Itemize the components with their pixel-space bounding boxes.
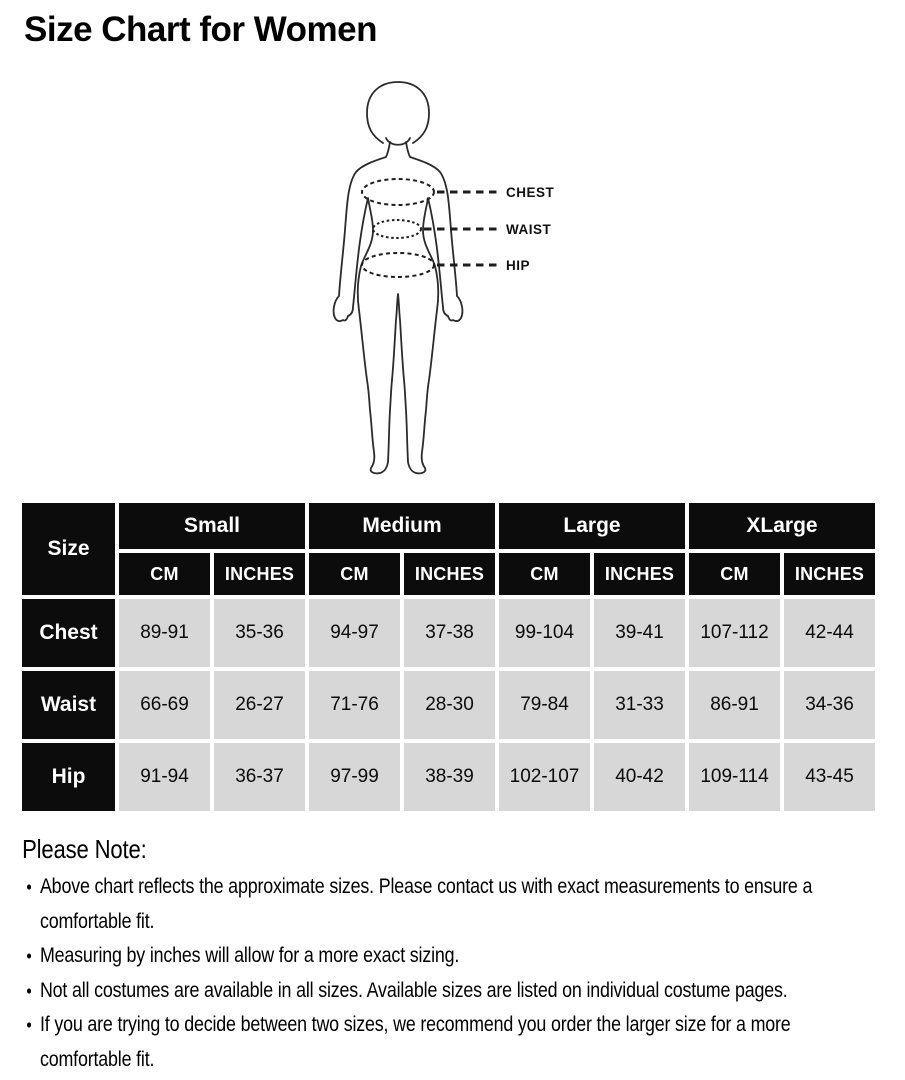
chest-small-inches: 35-36 — [214, 599, 305, 667]
hip-label: HIP — [506, 258, 531, 273]
chest-medium-inches: 37-38 — [404, 599, 495, 667]
table-row-unit-headers — [22, 553, 875, 595]
hip-large-cm: 102-107 — [499, 743, 590, 811]
note-text: Measuring by inches will allow for a more exact sizing. — [39, 944, 460, 967]
waist-small-cm: 66-69 — [119, 671, 210, 739]
notes-heading: Please Note: — [22, 834, 147, 864]
bullet-icon: • — [26, 877, 32, 897]
waist-small-inches: 26-27 — [214, 671, 305, 739]
hip-large-inches: 40-42 — [594, 743, 685, 811]
group-header-medium: Medium — [309, 503, 495, 549]
row-label-waist: Waist — [22, 671, 115, 739]
waist-medium-inches: 28-30 — [404, 671, 495, 739]
hip-medium-cm: 97-99 — [309, 743, 400, 811]
note-text: Not all costumes are available in all sizes. Available sizes are listed on individual costume pages. — [39, 978, 788, 1002]
table-row-group-headers — [22, 503, 875, 549]
group-header-large: Large — [499, 503, 685, 549]
row-label-hip: Hip — [22, 743, 115, 811]
woman-body-figure — [310, 80, 590, 485]
chest-measure-ellipse — [362, 179, 434, 205]
note-item — [0, 1008, 854, 1077]
note-text: If you are trying to decide between two sizes, we recommend you order the larger size for a more comfortable fit. — [39, 1013, 791, 1071]
hip-medium-inches: 38-39 — [404, 743, 495, 811]
chest-medium-cm: 94-97 — [309, 599, 400, 667]
unit-header-inches: INCHES — [404, 553, 495, 595]
note-item — [0, 870, 854, 939]
waist-xlarge-inches: 34-36 — [784, 671, 875, 739]
hip-small-cm: 91-94 — [119, 743, 210, 811]
hip-small-inches: 36-37 — [214, 743, 305, 811]
waist-measure-ellipse — [373, 220, 421, 238]
note-text: Above chart reflects the approximate sizes. Please contact us with exact measurements to ensure a comfortable fit. — [39, 875, 813, 933]
hip-measure-ellipse — [362, 253, 434, 277]
bullet-icon: • — [26, 1015, 32, 1035]
hip-xlarge-cm: 109-114 — [689, 743, 780, 811]
chest-large-cm: 99-104 — [499, 599, 590, 667]
chest-small-cm: 89-91 — [119, 599, 210, 667]
body-outline-illustration — [310, 80, 590, 485]
group-header-xlarge: XLarge — [689, 503, 875, 549]
unit-header-cm: CM — [309, 553, 400, 595]
unit-header-inches: INCHES — [784, 553, 875, 595]
note-item — [0, 974, 854, 1009]
bullet-icon: • — [26, 946, 32, 966]
table-row-hip — [22, 743, 875, 811]
table-row-waist — [22, 671, 875, 739]
head-outline — [367, 82, 429, 143]
waist-large-inches: 31-33 — [594, 671, 685, 739]
unit-header-inches: INCHES — [594, 553, 685, 595]
size-chart-table — [18, 499, 879, 815]
waist-xlarge-cm: 86-91 — [689, 671, 780, 739]
waist-large-cm: 79-84 — [499, 671, 590, 739]
waist-medium-cm: 71-76 — [309, 671, 400, 739]
unit-header-cm: CM — [119, 553, 210, 595]
chest-xlarge-inches: 42-44 — [784, 599, 875, 667]
page-title: Size Chart for Women — [24, 10, 378, 49]
bullet-icon: • — [26, 980, 32, 1001]
chest-large-inches: 39-41 — [594, 599, 685, 667]
group-header-small: Small — [119, 503, 305, 549]
note-item — [0, 939, 854, 974]
table-row-chest — [22, 599, 875, 667]
notes-section — [0, 834, 854, 1077]
unit-header-cm: CM — [499, 553, 590, 595]
chest-xlarge-cm: 107-112 — [689, 599, 780, 667]
hip-xlarge-inches: 43-45 — [784, 743, 875, 811]
unit-header-cm: CM — [689, 553, 780, 595]
unit-header-inches: INCHES — [214, 553, 305, 595]
waist-label: WAIST — [506, 222, 552, 237]
chest-label: CHEST — [506, 185, 555, 200]
row-label-chest: Chest — [22, 599, 115, 667]
size-corner-header: Size — [22, 503, 115, 595]
